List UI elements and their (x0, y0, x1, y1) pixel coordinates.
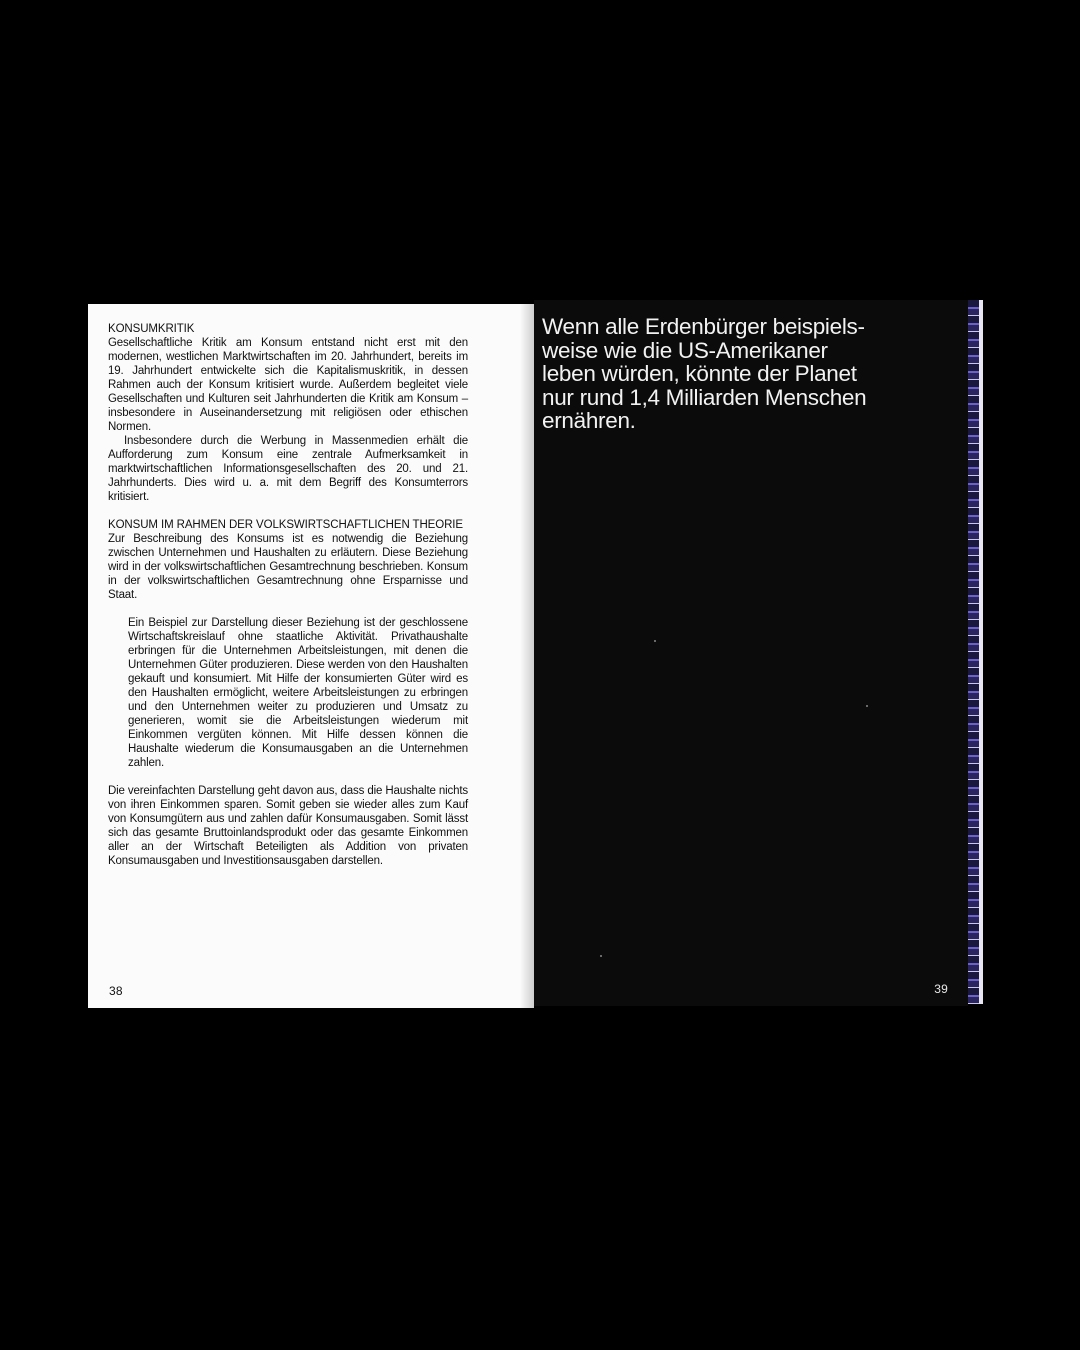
spacer (108, 602, 468, 616)
page-number-left: 38 (109, 984, 123, 998)
book-spread (88, 300, 983, 1010)
right-page (534, 300, 968, 1006)
paragraph-example-inset: Ein Beispiel zur Darstellung dieser Beziehung ist der geschlossene Wirtschaftskreislauf ohne staatliche Aktivität. Privathaushalte erbringen für die Unternehmen Arbeitsleistungen, mit denen die Unternehmen Güter produzieren. Diese werden von den Haushalten gekauft und konsumiert. Mit Hilfe der konsumierten Güter wird es den Haushalten ermöglicht, weitere Arbeitsleistungen zu erbringen und den Unternehmen weiter zu produzieren und Umsatz zu generieren, womit sie die Arbeitsleistungen wiederum mit Einkommen vergüten können. Mit Hilfe dessen können die Haushalte wiederum die Konsumausgaben an die Unternehmen zahlen. (128, 617, 468, 769)
paragraph-conclusion: Die vereinfachten Darstellung geht davon aus, dass die Haushalte nichts von ihren Einkommen sparen. Somit geben sie wieder alles zum Kauf von Konsumgütern aus und zahlen dafür Konsumausgaben. Somit lässt sich das gesamte Bruttoinlandsprodukt oder das gesamte Einkommen aller an der Wirtschaft Beteiligten als Addition von privaten Konsumausgaben und Investitionsausgaben darstellen. (108, 785, 468, 867)
gutter-shadow (520, 304, 534, 1008)
paper-speck (866, 705, 868, 707)
left-page (88, 304, 534, 1008)
spacer (108, 770, 468, 784)
page-number-right: 39 (934, 982, 948, 996)
paper-speck (654, 640, 656, 642)
page-edge-stack (968, 300, 983, 1004)
pull-quote: Wenn alle Erdenbürger beispiels- weise wie die US-Amerikaner leben würden, könnte der Planet nur rund 1,4 Milliarden Menschen ernähren. (542, 314, 867, 433)
spacer (108, 504, 468, 518)
paragraph-konsumkritik-2: Insbesondere durch die Werbung in Massenmedien erhält die Aufforderung zum Konsum eine zentrale Aufmerksamkeit in marktwirtschaftlichen Informationsgesellschaften des 20. und 21. Jahrhunderts. Dies wird u. a. mit dem Begriff des Konsumterrors kritisiert. (108, 435, 468, 503)
paper-speck (600, 955, 602, 957)
paragraph-volkswirtschaft-intro: Zur Beschreibung des Konsums ist es notwendig die Beziehung zwischen Unternehmen und Haushalten zu erläutern. Diese Beziehung wird in der volkswirtschaftlichen Gesamtrechnung beschrieben. Konsum in der volkswirtschaftlichen Gesamtrechnung ohne Ersparnisse und Staat. (108, 533, 468, 601)
section-heading-volkswirtschaft: KONSUM IM RAHMEN DER VOLKSWIRTSCHAFTLICHEN THEORIE (108, 519, 463, 531)
paragraph-konsumkritik-1: Gesellschaftliche Kritik am Konsum entstand nicht erst mit den modernen, westlichen Marktwirtschaften im 20. Jahrhundert, bereits im 19. Jahrhundert entwickelte sich die Kapitalismuskritik, in dessen Rahmen auch der Konsum kritisiert wurde. Außerdem begleitet viele Gesellschaften und Kulturen seit Jahrhunderten die Kritik am Konsum – insbesondere in Auseinandersetzung mit religiösen oder ethischen Normen. (108, 337, 468, 433)
section-heading-konsumkritik: KONSUMKRITIK (108, 323, 195, 335)
